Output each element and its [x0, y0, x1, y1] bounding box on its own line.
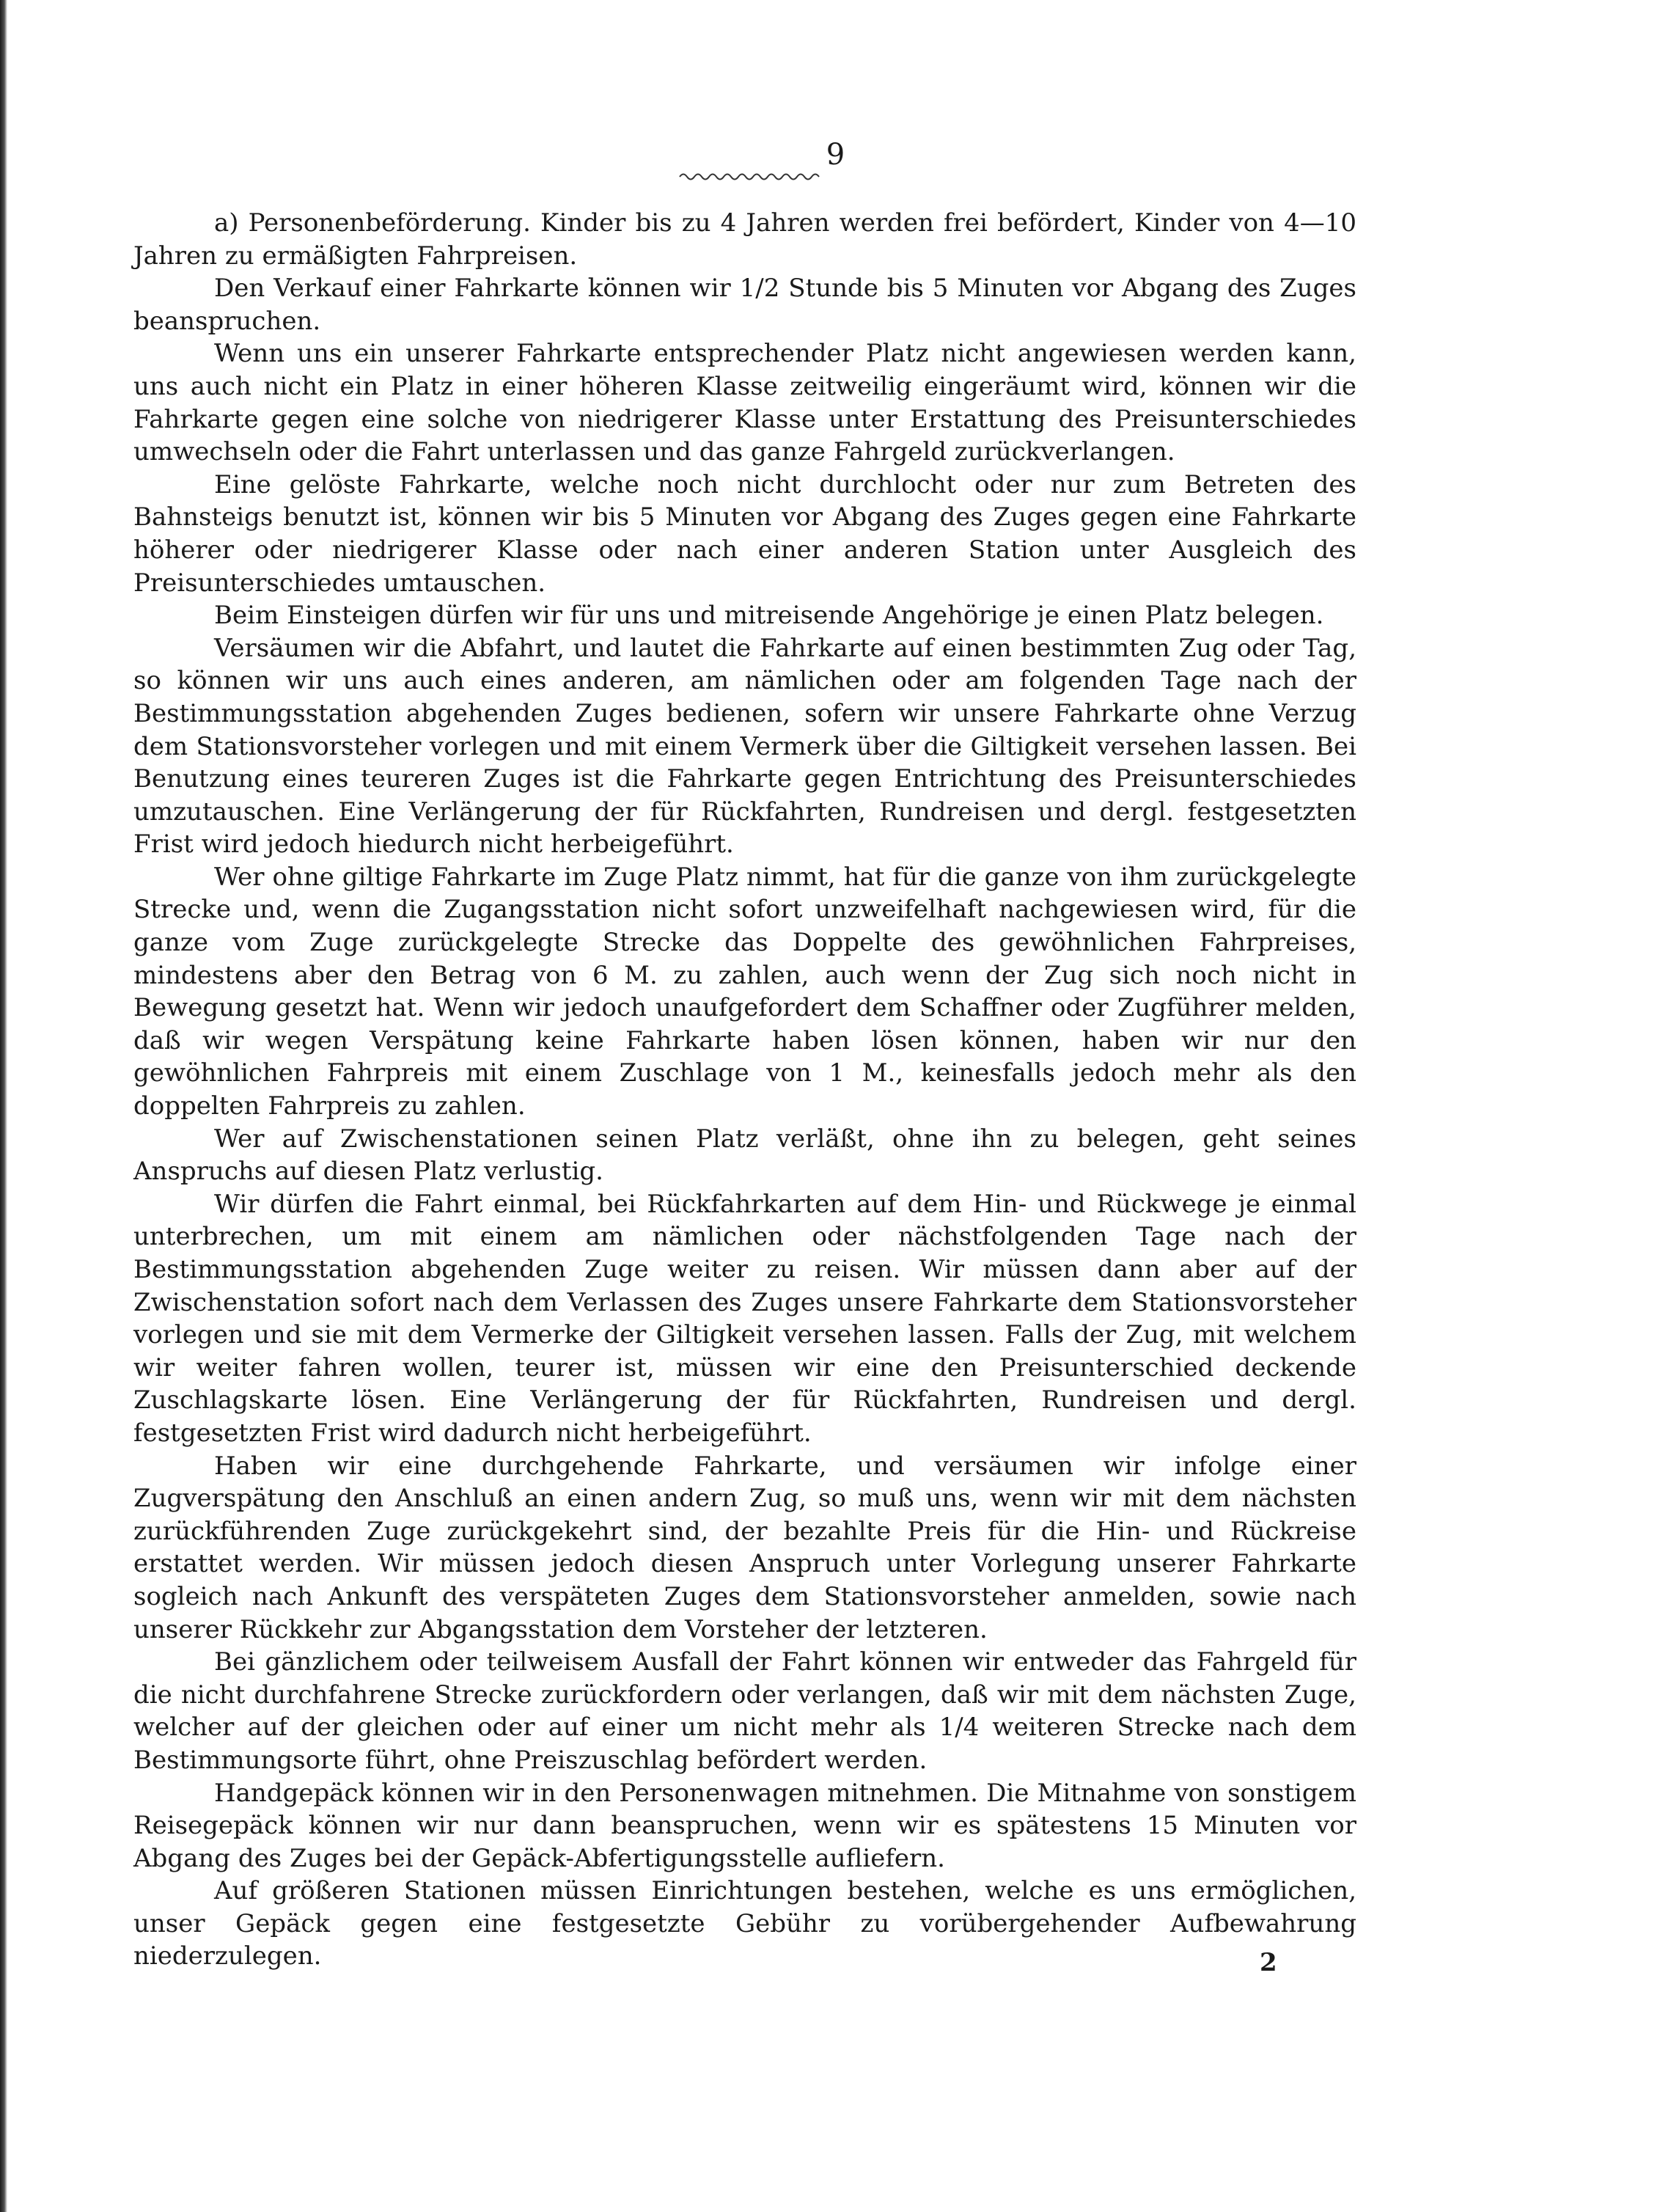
- paragraph-luggage: Handgepäck können wir in den Personenwagen mitnehmen. Die Mitnahme von sonstigem Reisegepäck können wir nur dann beanspruchen, wenn wir es spätestens 15 Minuten vor Abgang des Zuges bei der Gepäck-Abfertigungsstelle aufliefern.: [133, 1778, 1356, 1873]
- paragraph-interruption: Wir dürfen die Fahrt einmal, bei Rückfahrkarten auf dem Hin- und Rückwege je einmal unterbrechen, um mit einem am nämlichen oder nächstfolgenden Tage nach der Bestimmungsstation abgehenden Zuge weiter zu reisen. Wir müssen dann aber auf der Zwischenstation sofort nach dem Verlassen des Zuges unsere Fahrkarte dem Stationsvorsteher vorlegen und sie mit dem Vermerke der Giltigkeit versehen lassen. Falls der Zug, mit welchem wir weiter fahren wollen, teurer ist, müssen wir eine den Preisunterschied deckende Zuschlagskarte lösen. Eine Verlängerung der für Rückfahrten, Rundreisen und dergl. festgesetzten Frist wird dadurch nicht herbeigeführt.: [133, 1189, 1356, 1448]
- paragraph-seat-assignment: Wenn uns ein unserer Fahrkarte entsprechender Platz nicht angewiesen werden kann, uns auch nicht ein Platz in einer höheren Klasse zeitweilig eingeräumt wird, können wir die Fahrkarte gegen eine solche von niedrigerer Klasse unter Erstattung des Preisunterschiedes umwechseln oder die Fahrt unterlassen und das ganze Fahrgeld zurückverlangen.: [133, 339, 1356, 467]
- signature-mark: 2: [1260, 1948, 1277, 1977]
- paragraph-missed-departure: Versäumen wir die Abfahrt, und lautet die Fahrkarte auf einen bestimmten Zug oder Tag, so können wir uns auch eines anderen, am nämlichen oder am folgenden Tage nach der Bestimmungsstation abgehenden Zuges bedienen, sofern wir unsere Fahrkarte ohne Verzug dem Stationsvorsteher vorlegen und mit einem Vermerk über die Giltigkeit versehen lassen. Bei Benutzung eines teureren Zuges ist die Fahrkarte gegen Entrichtung des Preisunterschiedes umzutauschen. Eine Verlängerung der für Rückfahrten, Rundreisen und dergl. festgesetzten Frist wird jedoch hiedurch nicht herbeigeführt.: [133, 633, 1356, 860]
- page-number: 9: [826, 138, 845, 172]
- paragraph-ticket-exchange: Eine gelöste Fahrkarte, welche noch nicht durchlocht oder nur zum Betreten des Bahnsteigs benutzt ist, können wir bis 5 Minuten vor Abgang des Zuges gegen eine Fahrkarte höherer oder niedrigerer Klasse oder nach einer anderen Station unter Ausgleich des Preisunterschiedes umtauschen.: [133, 469, 1356, 598]
- paragraph-no-ticket: Wer ohne giltige Fahrkarte im Zuge Platz nimmt, hat für die ganze von ihm zurückgelegte Strecke und, wenn die Zugangsstation nicht sofort unzweifelhaft nachgewiesen wird, für die ganze vom Zuge zurückgelegte Strecke das Doppelte des gewöhnlichen Fahrpreises, mindestens aber den Betrag von 6 M. zu zahlen, auch wenn der Zug sich noch nicht in Bewegung gesetzt hat. Wenn wir jedoch unaufgefordert dem Schaffner oder Zugführer melden, daß wir wegen Verspätung keine Fahrkarte haben lösen können, haben wir nur den gewöhnlichen Fahrpreis mit einem Zuschlage von 1 M., keinesfalls jedoch mehr als den doppelten Fahrpreis zu zahlen.: [133, 862, 1356, 1121]
- paragraph-boarding: Beim Einsteigen dürfen wir für uns und mitreisende Angehörige je einen Platz belegen.: [214, 601, 1324, 631]
- paragraph-missed-connection: Haben wir eine durchgehende Fahrkarte, und versäumen wir infolge einer Zugverspätung den Anschluß an einen andern Zug, so muß uns, wenn wir mit dem nächsten zurückführenden Zuge zurückgekehrt sind, der bezahlte Preis für die Hin- und Rückreise erstattet werden. Wir müssen jedoch diesen Anspruch unter Vorlegung unserer Fahrkarte sogleich nach Ankunft des verspäteten Zuges dem Stationsvorsteher anmelden, sowie nach unserer Rückkehr zur Abgangsstation dem Vorsteher der letzteren.: [133, 1451, 1356, 1644]
- paragraph-luggage-storage: Auf größeren Stationen müssen Einrichtungen bestehen, welche es uns ermöglichen, unser Gepäck gegen eine festgesetzte Gebühr zu vorübergehender Aufbewahrung niederzulegen.: [133, 1876, 1356, 1971]
- wavy-rule-ornament: [678, 170, 825, 183]
- scan-edge-shadow: [0, 0, 7, 2212]
- body-text: [133, 207, 1356, 1973]
- paragraph-ticket-sale: Den Verkauf einer Fahrkarte können wir 1/2 Stunde bis 5 Minuten vor Abgang des Zuges beanspruchen.: [133, 274, 1356, 336]
- paragraph-cancellation: Bei gänzlichem oder teilweisem Ausfall der Fahrt können wir entweder das Fahrgeld für die nicht durchfahrene Strecke zurückfordern oder verlangen, daß wir mit dem nächsten Zuge, welcher auf der gleichen oder auf einer um nicht mehr als 1/4 weiteren Strecke nach dem Bestimmungsorte führt, ohne Preiszuschlag befördert werden.: [133, 1647, 1356, 1775]
- paragraph-passenger-transport: a) Personenbeförderung. Kinder bis zu 4 Jahren werden frei befördert, Kinder von 4—10 Jahren zu ermäßigten Fahrpreisen.: [133, 208, 1356, 271]
- paragraph-intermediate-stations: Wer auf Zwischenstationen seinen Platz verläßt, ohne ihn zu belegen, geht seines Anspruchs auf diesen Platz verlustig.: [133, 1124, 1356, 1187]
